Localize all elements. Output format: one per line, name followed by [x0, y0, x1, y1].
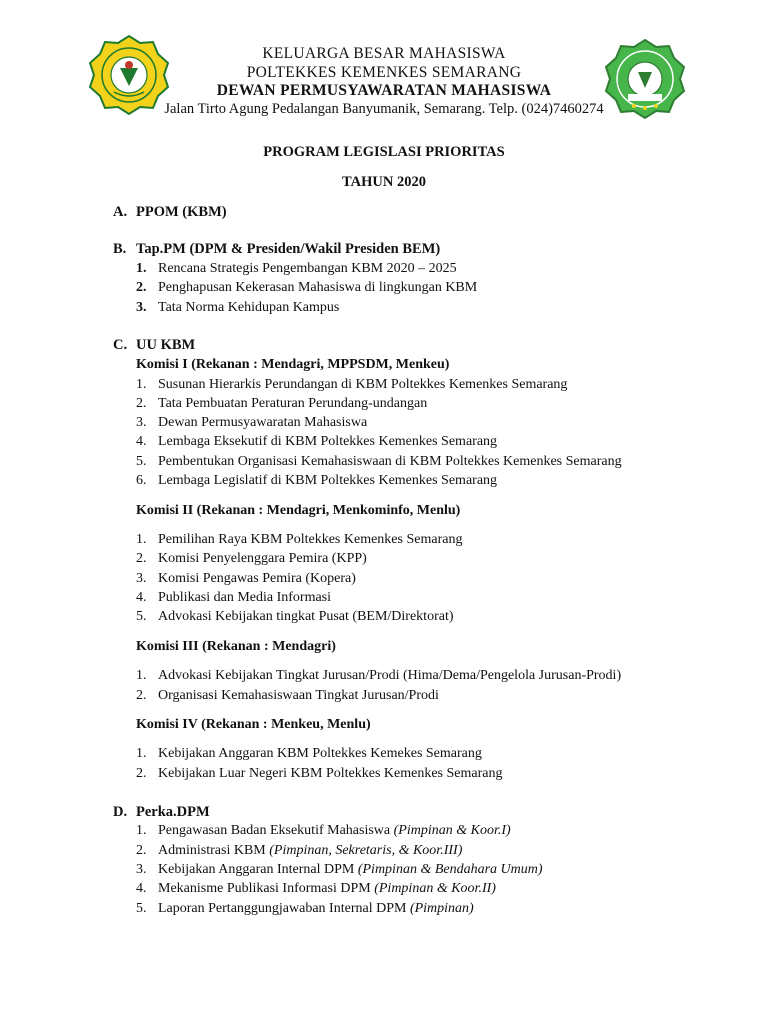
item-number: 1.	[136, 668, 147, 683]
item-number: 1.	[136, 261, 147, 276]
letterhead-line-1: KELUARGA BESAR MAHASISWA	[262, 45, 506, 62]
item-number: 3.	[136, 415, 147, 430]
item-text: Komisi Penyelenggara Pemira (KPP)	[158, 551, 367, 566]
section-d-heading	[113, 804, 210, 821]
list-item	[136, 609, 454, 625]
list-item	[136, 746, 482, 762]
list-item	[136, 862, 543, 878]
item-number: 1.	[136, 746, 147, 761]
section-label: PPOM (KBM)	[136, 204, 227, 220]
item-number: 5.	[136, 901, 147, 916]
item-text: Lembaga Legislatif di KBM Poltekkes Kemenkes Semarang	[158, 473, 498, 488]
item-text: Lembaga Eksekutif di KBM Poltekkes Kemenkes Semarang	[158, 434, 498, 449]
list-item	[136, 843, 462, 859]
list-item	[136, 551, 367, 567]
list-item	[136, 571, 356, 587]
document-title: PROGRAM LEGISLASI PRIORITAS	[263, 144, 505, 160]
list-item	[136, 473, 497, 489]
item-number: 3.	[136, 571, 147, 586]
section-a-heading	[113, 204, 227, 221]
item-number: 2.	[136, 280, 147, 295]
list-item	[136, 688, 439, 704]
item-note: (Pimpinan)	[409, 901, 474, 916]
item-number: 1.	[136, 377, 147, 392]
section-c-heading	[113, 337, 195, 354]
list-item	[136, 901, 474, 917]
letterhead-line-3: DEWAN PERMUSYAWARATAN MAHASISWA	[216, 82, 552, 99]
item-text: Pembentukan Organisasi Kemahasiswaan di KBM Poltekkes Kemenkes Semarang	[158, 454, 622, 469]
list-item	[136, 261, 457, 277]
item-number: 4.	[136, 434, 147, 449]
list-item	[136, 881, 496, 897]
item-number: 3.	[136, 862, 147, 877]
item-number: 2.	[136, 688, 147, 703]
item-text: Administrasi KBM	[158, 843, 270, 858]
section-b-heading	[113, 241, 440, 258]
list-item	[136, 823, 511, 839]
item-text: Pengawasan Badan Eksekutif Mahasiswa	[158, 823, 394, 838]
item-text: Publikasi dan Media Informasi	[158, 590, 332, 605]
komisi-1-title: Komisi I (Rekanan : Mendagri, MPPSDM, Menkeu)	[136, 357, 450, 372]
item-number: 3.	[136, 300, 147, 315]
list-item	[136, 377, 567, 393]
list-item	[136, 280, 477, 296]
item-note: (Pimpinan, Sekretaris, & Koor.III)	[269, 843, 463, 858]
item-number: 5.	[136, 609, 147, 624]
section-letter: C.	[113, 337, 128, 353]
list-item	[136, 454, 622, 470]
list-item	[136, 668, 621, 684]
item-number: 2.	[136, 551, 147, 566]
komisi-3-title: Komisi III (Rekanan : Mendagri)	[136, 639, 336, 654]
komisi-2-title: Komisi II (Rekanan : Mendagri, Menkominfo, Menlu)	[136, 503, 461, 518]
section-letter: B.	[113, 241, 127, 257]
section-label: Perka.DPM	[136, 804, 210, 820]
item-number: 2.	[136, 396, 147, 411]
item-text: Tata Pembuatan Peraturan Perundang-undangan	[158, 396, 428, 411]
item-text: Mekanisme Publikasi Informasi DPM	[158, 881, 375, 896]
item-text: Penghapusan Kekerasan Mahasiswa di lingkungan KBM	[158, 280, 478, 295]
item-text: Tata Norma Kehidupan Kampus	[158, 300, 340, 315]
list-item	[136, 434, 497, 450]
item-number: 5.	[136, 454, 147, 469]
list-item	[136, 300, 339, 316]
letterhead-address: Jalan Tirto Agung Pedalangan Banyumanik, Semarang. Telp. (024)7460274	[164, 101, 604, 117]
list-item	[136, 415, 367, 431]
item-text: Kebijakan Anggaran KBM Poltekkes Kemekes Semarang	[158, 746, 482, 761]
document-year: TAHUN 2020	[342, 174, 426, 190]
item-text: Dewan Permusyawaratan Mahasiswa	[158, 415, 368, 430]
item-number: 2.	[136, 766, 147, 781]
item-note: (Pimpinan & Bendahara Umum)	[357, 862, 543, 877]
item-text: Komisi Pengawas Pemira (Kopera)	[158, 571, 356, 586]
item-text: Pemilihan Raya KBM Poltekkes Kemenkes Semarang	[158, 532, 463, 547]
item-number: 1.	[136, 823, 147, 838]
list-item	[136, 766, 502, 782]
list-item	[136, 396, 427, 412]
item-number: 1.	[136, 532, 147, 547]
item-text: Advokasi Kebijakan tingkat Pusat (BEM/Direktorat)	[158, 609, 454, 624]
list-item	[136, 590, 331, 606]
item-text: Susunan Hierarkis Perundangan di KBM Poltekkes Kemenkes Semarang	[158, 377, 568, 392]
item-text: Advokasi Kebijakan Tingkat Jurusan/Prodi (Hima/Dema/Pengelola Jurusan-Prodi)	[158, 668, 622, 683]
section-label: UU KBM	[136, 337, 196, 353]
item-number: 4.	[136, 881, 147, 896]
section-label: Tap.PM (DPM & Presiden/Wakil Presiden BEM)	[136, 241, 441, 257]
item-number: 2.	[136, 843, 147, 858]
item-text: Rencana Strategis Pengembangan KBM 2020 – 2025	[158, 261, 457, 276]
section-letter: D.	[113, 804, 128, 820]
item-text: Kebijakan Luar Negeri KBM Poltekkes Kemenkes Semarang	[158, 766, 503, 781]
item-text: Organisasi Kemahasiswaan Tingkat Jurusan/Prodi	[158, 688, 439, 703]
komisi-4-title: Komisi IV (Rekanan : Menkeu, Menlu)	[136, 717, 371, 732]
item-number: 6.	[136, 473, 147, 488]
item-text: Laporan Pertanggungjawaban Internal DPM	[158, 901, 410, 916]
list-item	[136, 532, 462, 548]
item-note: (Pimpinan & Koor.II)	[374, 881, 496, 896]
item-note: (Pimpinan & Koor.I)	[393, 823, 511, 838]
item-number: 4.	[136, 590, 147, 605]
item-text: Kebijakan Anggaran Internal DPM	[158, 862, 358, 877]
section-letter: A.	[113, 204, 128, 220]
letterhead-line-2: POLTEKKES KEMENKES SEMARANG	[246, 64, 522, 81]
